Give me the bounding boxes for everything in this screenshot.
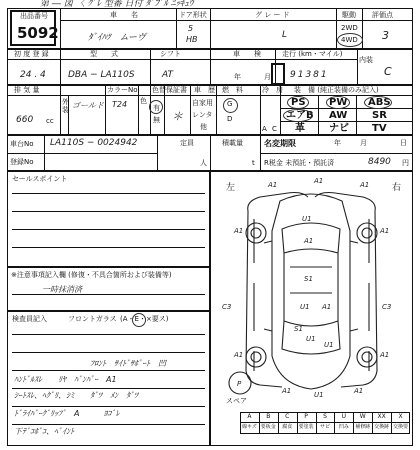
equip-navi: ナビ: [329, 123, 349, 134]
legend-code: P: [304, 413, 308, 420]
warranty-mark: ＊: [172, 110, 183, 123]
damage-mark: S1: [294, 325, 303, 333]
windshield-label: フロントガラス: [68, 315, 117, 323]
drive-2wd: 2WD: [341, 24, 358, 32]
history-own: 自家用: [192, 99, 213, 107]
grade-value: L: [282, 30, 288, 40]
load-label: 積載量: [222, 139, 243, 147]
inspection-year: 年: [234, 73, 241, 81]
change-value: 有 無: [153, 104, 160, 124]
damage-mark: S1: [304, 275, 313, 283]
equip-abs-circle: [364, 96, 392, 109]
tax-value: 8490: [368, 157, 391, 167]
damage-mark: C3: [222, 303, 232, 311]
legend-meaning: 線キズ: [241, 424, 257, 430]
sales-point-label: セールスポイント: [12, 175, 68, 183]
score-label: 評価点: [372, 11, 393, 19]
reg-label: 登録No: [10, 158, 34, 166]
damage-mark: U1: [302, 215, 312, 223]
sales-point-box: [7, 171, 210, 267]
drive-label: 駆動: [342, 11, 356, 19]
legend-grid: [240, 412, 410, 434]
displacement-value: 660: [16, 115, 34, 125]
notes-value: 一時抹消済: [42, 285, 82, 294]
diagram-left-label: 左: [226, 183, 236, 193]
damage-mark: U1: [300, 303, 310, 311]
legend-code: U: [341, 413, 347, 420]
chassis-label: 車台No: [10, 140, 34, 148]
notes-label: ※注意事項記入欄 (修復・不具合箇所および装備等): [11, 271, 172, 279]
inspector-line-2: ﾊﾝﾄﾞﾙｽﾚ ﾘﾔ ﾊﾞﾝﾊﾟｰ A1: [14, 375, 117, 384]
legend-meaning: 交換跡: [374, 424, 390, 430]
tax-label: R税金 未預託・預託済: [264, 159, 335, 167]
windshield-options: (A・E・×要ス): [120, 315, 169, 323]
damage-mark: A1: [234, 351, 244, 359]
name-change-label: 名変期限: [264, 139, 296, 148]
damage-mark: U1: [314, 391, 324, 399]
damage-mark: A1: [380, 227, 390, 235]
first-reg-value: 24 . 4: [20, 70, 46, 80]
legend-code: XX: [377, 413, 386, 420]
legend-meaning: 凹み: [338, 424, 349, 430]
equip-pw-circle: [326, 96, 350, 109]
mileage-label: 走行 (km・マイル): [282, 50, 343, 58]
spare-label: スペア: [226, 397, 247, 405]
legend-code: A: [247, 413, 252, 420]
inspector-line-5: 下ﾃﾞｺﾎﾞｺ、ﾍﾟｲﾝﾄ: [14, 427, 74, 436]
displacement-label: 排 気 量: [14, 86, 40, 94]
damage-mark: A1: [354, 387, 364, 395]
damage-mark: A1: [360, 181, 370, 189]
load-unit: t: [252, 159, 255, 167]
inspection-marker-box: [271, 63, 285, 85]
equipment-label: 装 備 (純正装備のみ記入): [294, 86, 379, 94]
mileage-value: 91381: [290, 70, 329, 80]
change-label: 色替: [152, 86, 166, 94]
displacement-unit: cc: [46, 117, 54, 125]
grade-label: グ レ ー ド: [255, 11, 290, 19]
equip-airbag: エアB: [286, 110, 314, 121]
legend-meaning: 交換要: [393, 424, 409, 430]
car-diagram: [210, 171, 413, 411]
model-value: DBA − LA110S: [68, 70, 135, 80]
door-label: ドア形状: [179, 11, 207, 19]
color-label: カラーNo.: [107, 86, 140, 94]
lot-number: 5092: [17, 24, 59, 42]
legend-meaning: 要塗装: [298, 424, 314, 430]
month-label: 月: [360, 139, 367, 147]
vehicle-history-label: 車 歴: [194, 86, 215, 94]
exterior-value: ゴールド: [72, 101, 104, 110]
drive-4wd: 4WD: [341, 36, 358, 44]
capacity-label: 定員: [180, 139, 194, 147]
car-name-label: 車 名: [110, 11, 138, 19]
top-scrawl: 第 ― 図 〈 ｸﾞﾚ 型番 日付 ﾀﾞﾌﾞﾙ ﾆｯｷｭｳ: [40, 0, 194, 9]
equip-tv: TV: [372, 123, 387, 134]
legend-meaning: 要板金: [260, 424, 276, 430]
change-circle: [149, 100, 163, 114]
color-word: 色: [140, 97, 147, 105]
legend-meaning: 補修跡: [355, 424, 371, 430]
damage-mark: A1: [282, 387, 292, 395]
damage-mark: A1: [268, 181, 278, 189]
legend-code: X: [398, 413, 403, 420]
tax-unit: 円: [402, 159, 409, 167]
damage-mark: U1: [306, 335, 316, 343]
damage-mark: A1: [234, 227, 244, 235]
damage-mark: A1: [380, 351, 390, 359]
inspection-month: 月: [264, 73, 271, 81]
model-label: 型 式: [90, 50, 118, 58]
car-name-value: ﾀﾞｲﾊﾂ ムーヴ: [88, 33, 147, 43]
day-label: 日: [400, 139, 407, 147]
door-value-2: HB: [186, 35, 198, 44]
damage-mark: P: [237, 380, 242, 388]
equip-abs: ABS: [368, 97, 391, 108]
legend-code: C: [285, 413, 290, 420]
door-value-1: 5: [188, 24, 194, 33]
chassis-value: LA110S − 0024942: [50, 138, 138, 148]
inspection-label: 車 検: [233, 50, 261, 58]
fuel-label: 燃 料: [222, 86, 243, 94]
damage-mark: A1: [314, 177, 324, 185]
history-rental: レンタ: [192, 111, 213, 119]
legend-code: W: [359, 413, 366, 420]
equip-ps: PS: [291, 97, 306, 108]
legend-code: S: [323, 413, 327, 420]
interior-label: 内装: [359, 56, 373, 64]
equip-ps-circle: [287, 96, 309, 109]
interior-value: C: [384, 65, 392, 78]
windshield-e-circle: [132, 313, 146, 327]
equip-airbag-circle: [283, 109, 313, 122]
score-value: 3: [382, 29, 389, 42]
shift-label: シフト: [160, 50, 181, 58]
ac-label: 冷 房: [262, 86, 283, 94]
year-label: 年: [334, 139, 341, 147]
ac-a: A: [262, 125, 267, 133]
color-code: T24: [112, 100, 128, 109]
shift-value: AT: [162, 70, 173, 80]
equip-aw: AW: [329, 110, 348, 121]
first-reg-label: 初 度 登 録: [14, 50, 49, 58]
warranty-label: 保証書: [166, 86, 187, 94]
drive-4wd-circle: [337, 33, 363, 47]
lot-label: 出品番号: [20, 12, 48, 20]
equip-pw: PW: [329, 97, 348, 108]
diagram-right-label: 右: [392, 183, 402, 193]
legend-meaning: サビ: [319, 424, 330, 430]
equip-sr: SR: [372, 110, 387, 121]
damage-mark: A1: [322, 303, 332, 311]
equip-leather: 革: [295, 123, 305, 134]
legend-meaning: 腐食: [282, 424, 293, 430]
fuel-d: D: [227, 115, 233, 123]
inspector-label: 検査員記入: [12, 315, 47, 323]
exterior-label: 外装: [62, 98, 69, 114]
inspector-line-3: ｼｰﾄｽﾚ、ﾍｸﾞﾘ、ｼﾐ ﾀﾞﾂ ﾒﾝ ﾀﾞﾂ: [14, 391, 138, 400]
inspector-line-4: ﾄﾞﾗｲﾊﾞｰｸﾞﾘｯﾌﾟ A ﾖｺﾞﾚ: [14, 409, 120, 418]
capacity-unit: 人: [200, 159, 207, 167]
fuel-g: G: [227, 100, 233, 108]
damage-mark: C3: [382, 303, 392, 311]
inspector-line-1: ﾌﾛﾝﾄ ｻｲﾄﾞｻﾎﾟｰﾄ 凹: [90, 359, 166, 368]
ac-c: C: [272, 125, 277, 133]
damage-mark: U1: [324, 341, 334, 349]
damage-mark: A1: [304, 237, 314, 245]
legend-code: B: [266, 413, 271, 420]
history-other: 他: [200, 123, 207, 131]
